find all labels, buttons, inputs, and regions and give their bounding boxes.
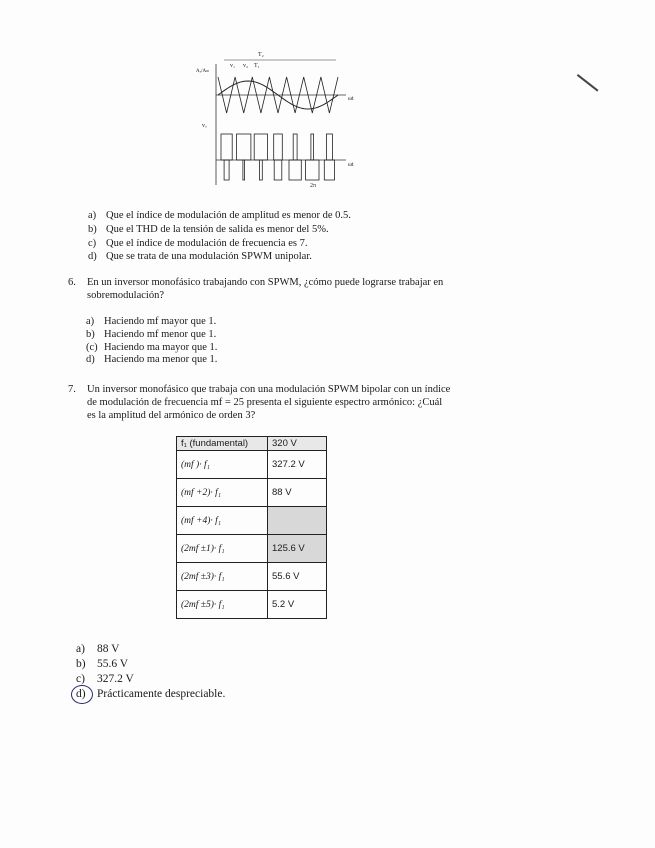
option-letter: b) [86,328,95,340]
harmonic-amplitude: 88 V [268,479,327,507]
option-text: Que el THD de la tensión de salida es menor del 5%. [106,223,329,235]
answer-circle-mark [71,685,93,704]
question-text-line1: Un inversor monofásico que trabaja con una modulación SPWM bipolar con un índice [87,384,451,395]
harmonic-spectrum-table [176,436,327,619]
y-label-bottom: vₒ [202,123,207,129]
question-text-line1: En un inversor monofásico trabajando con SPWM, ¿cómo puede lograrse trabajar en [87,277,444,288]
q6-option-a[interactable] [86,316,217,329]
harmonic-amplitude: 5.2 V [268,591,327,619]
q5-option-a[interactable] [88,209,351,223]
option-letter: c) [88,237,97,249]
option-letter: d) [86,354,95,366]
harmonic-amplitude [268,507,327,535]
q7-option-c[interactable] [76,672,225,687]
table-row [177,507,327,535]
table-row [177,451,327,479]
option-letter: b) [88,223,97,235]
harmonic-label: (2mf ±1)· f₁ [177,535,268,563]
q5-option-c[interactable] [88,237,351,251]
table-row [177,591,327,619]
question-number: 7. [68,384,76,395]
harmonic-amplitude: 327.2 V [268,451,327,479]
pwm-pulse-positive [311,134,314,160]
table-row [177,535,327,563]
pwm-pulse-positive [293,134,297,160]
option-text: Que el índice de modulación de frecuencia es 7. [106,237,308,249]
y-label-top: Aₓ/Aₘ [196,69,210,74]
option-letter-text: d) [76,688,86,700]
question-6 [68,276,528,306]
option-letter: a) [88,210,97,221]
q7-option-b[interactable] [76,657,225,672]
label-v2: v₂ [243,63,249,69]
q7-option-d[interactable] [76,687,225,702]
option-letter: (c) [86,341,98,353]
q7-options [76,642,225,702]
option-text: Haciendo ma mayor que 1. [104,341,218,353]
table-row [177,437,327,451]
option-letter-circled [76,687,97,702]
question-number: 6. [68,277,76,288]
label-v1: v₁ [230,63,236,69]
harmonic-label: (2mf ±3)· f₁ [177,563,268,591]
option-text: Que el índice de modulación de amplitud es menor de 0.5. [106,210,351,221]
axis-label-bottom: ωt [348,162,354,168]
option-text: 88 V [97,643,120,655]
option-text: Haciendo ma menor que 1. [104,354,218,366]
option-letter: d) [88,251,97,263]
option-text: 55.6 V [97,658,129,670]
pwm-pulse-positive [274,134,283,160]
figure-top-labels [196,52,354,189]
q6-option-b[interactable] [86,329,217,342]
option-letter: b) [76,658,86,670]
pwm-pulse-negative [243,160,245,180]
spwm-waveform-figure [196,50,376,190]
option-text: Haciendo mf mayor que 1. [104,316,217,327]
q7-option-a[interactable] [76,642,225,657]
question-text-line3: es la amplitud del armónico de orden 3? [87,410,256,421]
harmonic-label: (mf +2)· f₁ [177,479,268,507]
harmonic-label: (mf +4)· f₁ [177,507,268,535]
pwm-pulse-negative [324,160,334,180]
question-text-line2: sobremodulación? [87,290,164,301]
table-row [177,563,327,591]
pwm-pulse-positive [221,134,232,160]
q6-options [86,316,217,367]
harmonic-label: f₁ (fundamental) [177,437,268,451]
q5-options [88,209,351,264]
pwm-pulse-negative [306,160,319,180]
table-row [177,479,327,507]
pwm-pulse-positive [326,134,332,160]
harmonic-amplitude: 55.6 V [268,563,327,591]
pwm-pulse-train [221,134,335,180]
option-text: 327.2 V [97,673,134,685]
option-letter: a) [76,643,85,655]
option-text: Que se trata de una modulación SPWM unipolar. [106,251,312,263]
harmonic-amplitude: 320 V [268,437,327,451]
pen-mark [577,74,599,92]
option-letter: c) [76,673,85,685]
label-t1: T₁ [254,63,260,69]
pwm-pulse-positive [237,134,251,160]
harmonic-label: (mf )· f₁ [177,451,268,479]
option-letter: a) [86,316,95,327]
option-text: Haciendo mf menor que 1. [104,328,217,340]
q6-option-c[interactable] [86,342,217,355]
pwm-pulse-negative [224,160,229,180]
question-text-line2: de modulación de frecuencia mf = 25 presenta el siguiente espectro armónico: ¿Cuál [87,397,443,408]
pwm-pulse-negative [274,160,282,180]
harmonic-label: (2mf ±5)· f₁ [177,591,268,619]
pwm-pulse-positive [254,134,267,160]
option-text: Prácticamente despreciable. [97,688,226,700]
label-t2: T₂ [258,52,264,58]
q5-option-d[interactable] [88,250,351,264]
q5-option-b[interactable] [88,223,351,237]
harmonic-amplitude: 125.6 V [268,535,327,563]
pwm-pulse-negative [289,160,301,180]
q6-option-d[interactable] [86,354,217,367]
axis-label-top: ωt [348,96,354,102]
axis-mark-2pi: 2π [310,183,317,189]
pwm-pulse-negative [259,160,262,180]
question-7 [68,383,538,425]
